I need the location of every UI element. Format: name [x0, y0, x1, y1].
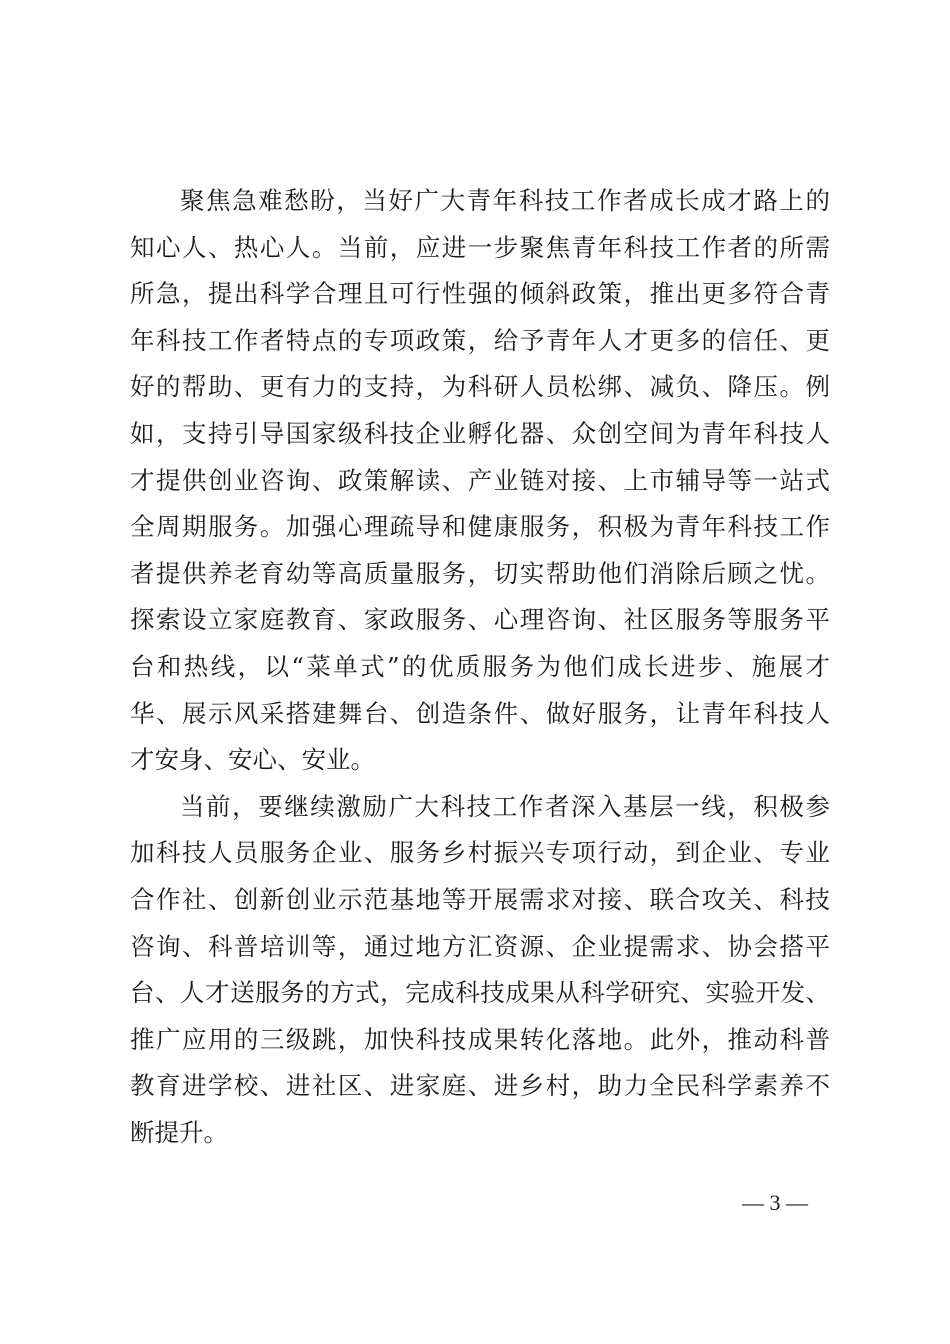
text-line: 当前，要继续激励广大科技工作者深入基层一线，积极参	[180, 791, 830, 821]
text-line: 全周期服务。加强心理疏导和健康服务，积极为青年科技工作	[130, 512, 830, 542]
text-line: 台和热线，以“菜单式”的优质服务为他们成长进步、施展才	[130, 651, 830, 681]
text-line: 推广应用的三级跳，加快科技成果转化落地。此外，推动科普	[130, 1024, 830, 1054]
text-line: 好的帮助、更有力的支持，为科研人员松绑、减负、降压。例	[130, 372, 830, 402]
text-line: 断提升。	[130, 1117, 228, 1147]
text-line: 才安身、安心、安业。	[130, 745, 375, 775]
paragraph-1	[130, 178, 830, 784]
text-line: 者提供养老育幼等高质量服务，切实帮助他们消除后顾之忧。	[130, 558, 830, 588]
text-line: 聚焦急难愁盼，当好广大青年科技工作者成长成才路上的	[180, 186, 830, 215]
page-number: — 3 —	[742, 1190, 808, 1215]
text-line: 咨询、科普培训等，通过地方汇资源、企业提需求、协会搭平	[130, 931, 830, 961]
text-line: 年科技工作者特点的专项政策，给予青年人才更多的信任、更	[130, 325, 830, 355]
text-line: 探索设立家庭教育、家政服务、心理咨询、社区服务等服务平	[130, 605, 830, 635]
text-line: 合作社、创新创业示范基地等开展需求对接、联合攻关、科技	[130, 884, 830, 914]
text-line: 教育进学校、进社区、进家庭、进乡村，助力全民科学素养不	[130, 1071, 830, 1101]
text-line: 加科技人员服务企业、服务乡村振兴专项行动，到企业、专业	[130, 838, 830, 868]
text-line: 才提供创业咨询、政策解读、产业链对接、上市辅导等一站式	[130, 465, 830, 495]
paragraph-2	[130, 784, 830, 1157]
text-line: 知心人、热心人。当前，应进一步聚焦青年科技工作者的所需	[130, 232, 830, 262]
text-line: 所急，提出科学合理且可行性强的倾斜政策，推出更多符合青	[130, 279, 830, 309]
body-text	[130, 178, 830, 1156]
text-line: 台、人才送服务的方式，完成科技成果从科学研究、实验开发、	[130, 978, 830, 1008]
text-line: 华、展示风采搭建舞台、创造条件、做好服务，让青年科技人	[130, 698, 830, 728]
text-line: 如，支持引导国家级科技企业孵化器、众创空间为青年科技人	[130, 418, 830, 448]
